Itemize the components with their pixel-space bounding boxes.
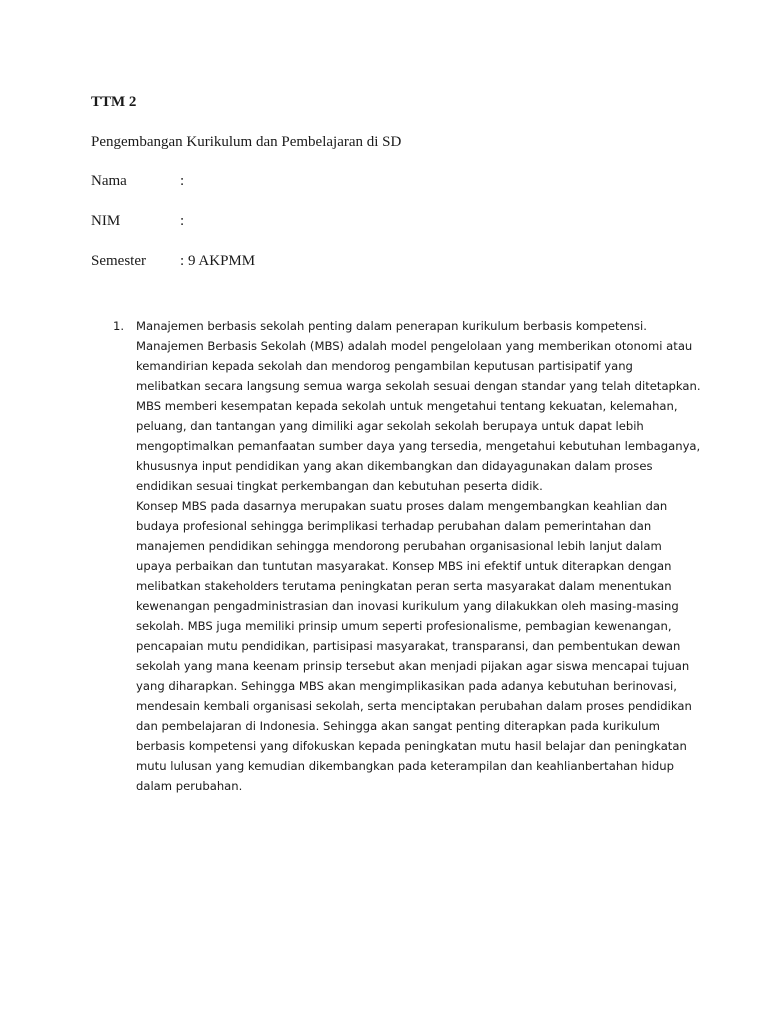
paragraph-line: kemandirian kepada sekolah dan mendorog pengambilan keputusan partisipatif yang — [136, 359, 633, 373]
paragraph-line: sekolah yang mana keenam prinsip tersebut akan menjadi pijakan agar siswa mencapai tujuan — [136, 659, 690, 673]
paragraph-line: mendesain kembali organisasi sekolah, serta menciptakan perubahan dalam proses pendidikan — [136, 699, 692, 713]
paragraph-line: khususnya input pendidikan yang akan dikembangkan dan didayagunakan dalam proses — [136, 459, 653, 473]
paragraph-line: MBS memberi kesempatan kepada sekolah untuk mengetahui tentang kekuatan, kelemahan, — [136, 399, 678, 413]
paragraph-line: kewenangan pengadministrasian dan inovasi kurikulum yang dilakukkan oleh masing-masing — [136, 599, 679, 613]
field-separator: : — [180, 173, 185, 189]
field-separator: : — [180, 253, 185, 269]
paragraph-line: peluang, dan tantangan yang dimiliki agar sekolah sekolah berupaya untuk dapat lebih — [136, 419, 644, 433]
paragraph-line: budaya profesional sehingga berimplikasi terhadap perubahan dalam pemerintahan dan — [136, 519, 652, 533]
paragraph-line: melibatkan stakeholders terutama peningkatan peran serta masyarakat dalam menentukan — [136, 579, 672, 593]
list-item-number: 1. — [113, 319, 125, 333]
paragraph-line: endidikan sesuai tingkat perkembangan dan kebutuhan peserta didik. — [136, 479, 543, 493]
paragraph-line: dan pembelajaran di Indonesia. Sehingga akan sangat penting diterapkan pada kurikulum — [136, 719, 660, 733]
paragraph-line: upaya perbaikan dan tuntutan masyarakat. Konsep MBS ini efektif untuk diterapkan dengan — [136, 559, 672, 573]
paragraph-line: dalam perubahan. — [136, 779, 243, 793]
paragraph-line: melibatkan secara langsung semua warga sekolah sesuai dengan standar yang telah ditetapkan. — [136, 379, 701, 393]
paragraph-line: pencapaian mutu pendidikan, partisipasi masyarakat, transparansi, dan pembentukan dewan — [136, 639, 681, 653]
field-row-nama — [91, 173, 491, 193]
field-label-nama: Nama — [91, 173, 127, 189]
paragraph-line: mutu lulusan yang kemudian dikembangkan pada keterampilan dan keahlianbertahan hidup — [136, 759, 674, 773]
field-label-semester: Semester — [91, 253, 146, 269]
paragraph-line: Konsep MBS pada dasarnya merupakan suatu proses dalam mengembangkan keahlian dan — [136, 499, 668, 513]
paragraph-line: manajemen pendidikan sehingga mendorong perubahan organisasional lebih lanjut dalam — [136, 539, 662, 553]
field-value-semester: 9 AKPMM — [188, 253, 256, 269]
field-row-nim — [91, 213, 491, 233]
field-row-semester — [91, 253, 491, 273]
paragraph-line: mengoptimalkan pemanfaatan sumber daya yang tersedia, mengetahui kebutuhan lembaganya, — [136, 439, 701, 453]
paragraph-line: berbasis kompetensi yang difokuskan kepada peningkatan mutu hasil belajar dan peningkatan — [136, 739, 687, 753]
list-item-paragraph — [136, 316, 701, 796]
document-subtitle: Pengembangan Kurikulum dan Pembelajaran di SD — [91, 134, 402, 150]
paragraph-line: sekolah. MBS juga memiliki prinsip umum seperti profesionalisme, pembagian kewenangan, — [136, 619, 672, 633]
field-label-nim: NIM — [91, 213, 121, 229]
paragraph-line: yang diharapkan. Sehingga MBS akan mengimplikasikan pada adanya kebutuhan berinovasi, — [136, 679, 677, 693]
field-separator: : — [180, 213, 185, 229]
document-title: TTM 2 — [91, 94, 137, 110]
paragraph-line: Manajemen Berbasis Sekolah (MBS) adalah model pengelolaan yang memberikan otonomi atau — [136, 339, 693, 353]
paragraph-line: Manajemen berbasis sekolah penting dalam penerapan kurikulum berbasis kompetensi. — [136, 319, 647, 333]
